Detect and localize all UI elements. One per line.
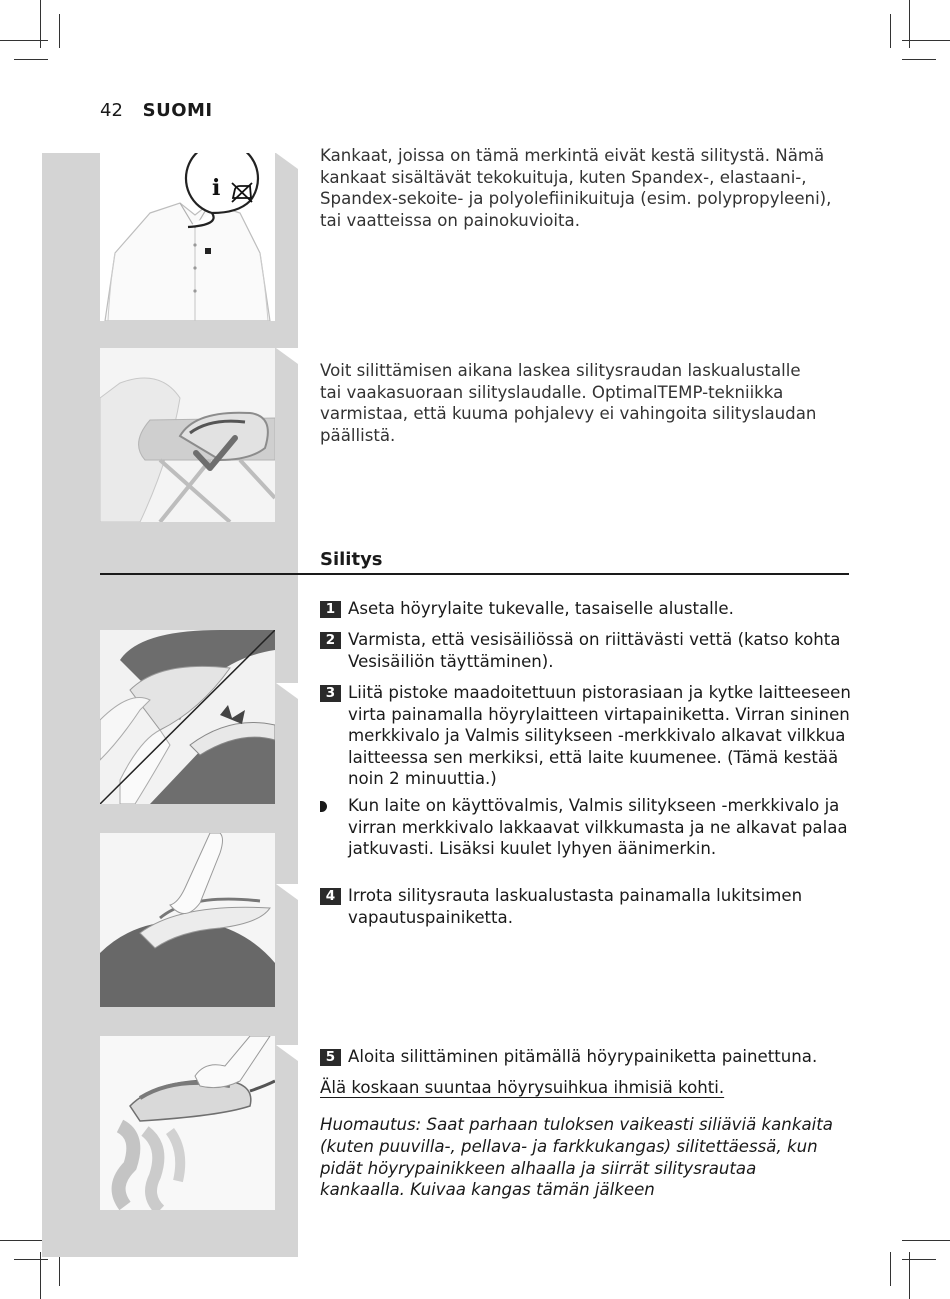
note-text: Huomautus: Saat parhaan tuloksen vaikeasti siliäviä kankaita (kuten puuvilla-, pellava- ja farkkukangas) silitettäessä, kun pidät höyrypainikkeen alhaalla ja siirrät silitysrautaa kankaalla. Kuivaa kangas tämän jälkeen (320, 1115, 833, 1200)
shirt-illustration (100, 153, 275, 321)
step-number: 4 (320, 888, 341, 905)
fabrics-paragraph: Kankaat, joissa on tämä merkintä eivät kestä silitystä. Nämä kankaat sisältävät tekokuituja, kuten Spandex-, elastaani-, Spandex-sekoite- ja polyolefiinikuituja (esim. polypropyleeni), tai vaatteissa on painokuvioita. (320, 146, 832, 230)
page-header (100, 100, 213, 121)
step-text: Varmista, että vesisäiliössä on riittävästi vettä (katso kohta Vesisäiliön täyttäminen). (348, 630, 841, 671)
page-number: 42 (100, 100, 123, 121)
warning-text: Älä koskaan suuntaa höyrysuihkua ihmisiä kohti. (320, 1078, 725, 1097)
step-number: 1 (320, 601, 341, 618)
bullet-marker-icon (320, 801, 327, 812)
ironing-board-paragraph: Voit silittämisen aikana laskea silitysraudan laskualustalle tai vaakasuoraan silityslaudalle. OptimalTEMP-tekniikka varmistaa, että kuuma pohjalevy ei vahingoita silityslaudan päällistä. (320, 361, 817, 445)
power-on-illustration (100, 630, 275, 804)
section-title: Silitys (320, 549, 383, 570)
section-divider (100, 573, 849, 575)
step-text: Aseta höyrylaite tukevalle, tasaiselle alustalle. (348, 599, 734, 618)
step-number: 5 (320, 1049, 341, 1066)
language-label: SUOMI (142, 100, 213, 121)
bullet-text: Kun laite on käyttövalmis, Valmis silitykseen -merkkivalo ja virran merkkivalo lakkaavat vilkkumasta ja ne alkavat palaa jatkuvasti. Lisäksi kuulet lyhyen äänimerkin. (348, 796, 848, 859)
no-iron-symbol-icon (230, 180, 254, 204)
step-text: Irrota silitysrauta laskualustasta painamalla lukitsimen vapautuspainiketta. (348, 886, 803, 927)
step-number: 2 (320, 632, 341, 649)
step-text: Aloita silittäminen pitämällä höyrypainiketta painettuna. (348, 1047, 818, 1066)
step-text: Liitä pistoke maadoitettuun pistorasiaan ja kytke laitteeseen virta painamalla höyrylaitteen virtapainiketta. Virran sininen merkkivalo ja Valmis silitykseen -merkkivalo alkavat vilkkua laitteessa sen merkiksi, että laite kuumenee. (Tämä kestää noin 2 minuuttia.) (348, 683, 851, 789)
info-icon: i (212, 175, 221, 201)
steam-ironing-illustration (100, 1036, 275, 1210)
ironing-board-illustration (100, 348, 275, 522)
step-number: 3 (320, 685, 341, 702)
release-button-illustration (100, 833, 275, 1007)
